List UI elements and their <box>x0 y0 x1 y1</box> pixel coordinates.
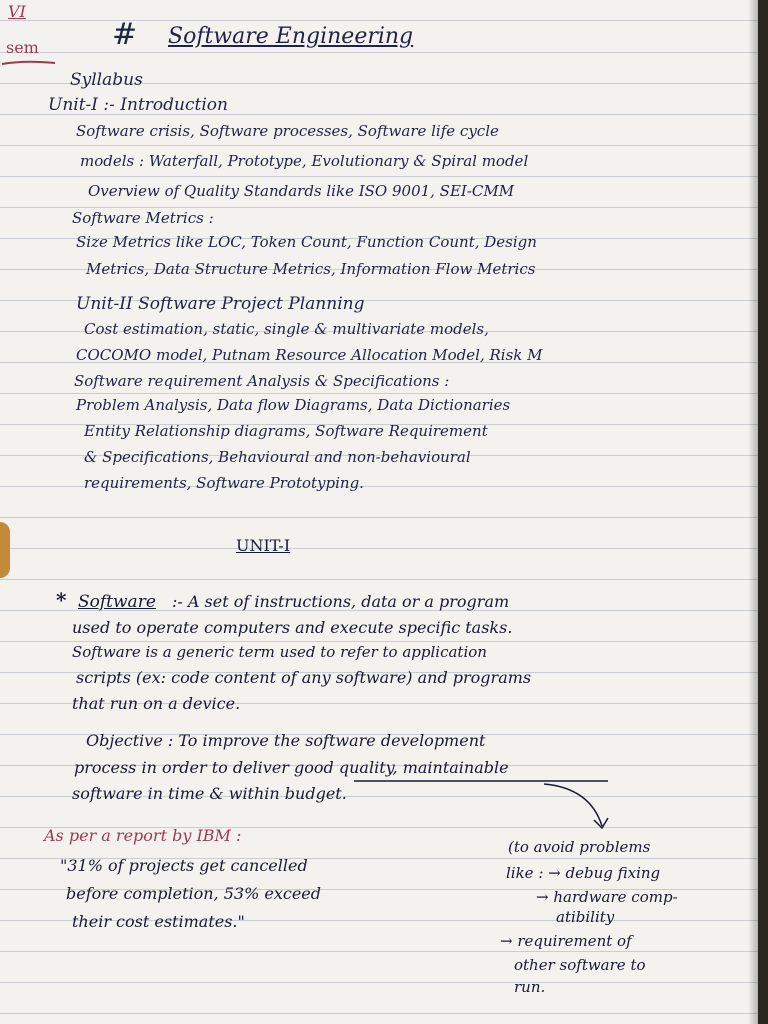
side-note-line: other software to <box>514 956 646 974</box>
unit1-title: Unit-I :- Introduction <box>48 95 228 115</box>
objective-line: Objective : To improve the software development <box>86 731 486 750</box>
unit1-topic-line: Size Metrics like LOC, Token Count, Function Count, Design <box>76 233 537 251</box>
software-definition-line: that run on a device. <box>72 694 241 713</box>
side-note-line: run. <box>514 978 546 996</box>
side-note-line: (to avoid problems <box>508 838 651 856</box>
software-definition-line: scripts (ex: code content of any software) and programs <box>76 668 532 687</box>
unit2-topic-line: Entity Relationship diagrams, Software Requirement <box>84 422 488 440</box>
unit1-notes-heading: UNIT-I <box>236 536 291 555</box>
objective-line: process in order to deliver good quality, maintainable <box>74 758 509 777</box>
unit1-topic-line: Overview of Quality Standards like ISO 9001, SEI-CMM <box>88 182 515 200</box>
unit1-topic-line: Software crisis, Software processes, Software life cycle <box>76 122 499 140</box>
unit2-topic-line: Cost estimation, static, single & multivariate models, <box>84 320 489 338</box>
ibm-quote-line: their cost estimates." <box>72 912 245 931</box>
unit1-topic-line: Software Metrics : <box>72 209 214 227</box>
semester-underline <box>0 58 60 70</box>
unit2-topic-line: COCOMO model, Putnam Resource Allocation Model, Risk M <box>76 346 543 364</box>
semester-number: VI <box>8 2 26 21</box>
ibm-report-intro: As per a report by IBM : <box>44 826 242 845</box>
unit2-topic-line: requirements, Software Prototyping. <box>84 474 364 492</box>
bullet-star-icon: * <box>56 588 67 612</box>
software-definition-line: used to operate computers and execute specific tasks. <box>72 618 513 637</box>
unit1-topic-line: models : Waterfall, Prototype, Evolutionary & Spiral model <box>80 152 529 170</box>
objective-line: software in time & within budget. <box>72 784 347 803</box>
page-title: Software Engineering <box>168 24 414 49</box>
thumb-edge <box>0 522 10 578</box>
side-note-line: → hardware comp- <box>536 888 678 906</box>
header-hash: # <box>112 17 138 52</box>
unit2-topic-line: & Specifications, Behavioural and non-behavioural <box>84 448 471 466</box>
curved-arrow-icon <box>540 778 620 838</box>
syllabus-heading: Syllabus <box>70 70 143 90</box>
side-note-line: → requirement of <box>500 932 632 950</box>
software-definition-line: Software is a generic term used to refer to application <box>72 643 487 661</box>
unit2-title: Unit-II Software Project Planning <box>76 294 365 314</box>
unit2-topic-line: Problem Analysis, Data flow Diagrams, Data Dictionaries <box>76 396 511 414</box>
unit1-topic-line: Metrics, Data Structure Metrics, Information Flow Metrics <box>86 260 536 278</box>
ibm-quote-line: before completion, 53% exceed <box>66 884 321 903</box>
ibm-quote-line: "31% of projects get cancelled <box>60 856 308 875</box>
software-term: Software <box>78 592 156 612</box>
side-note-line: atibility <box>556 908 615 926</box>
software-definition-line: :- A set of instructions, data or a program <box>172 592 510 611</box>
side-note-line: like : → debug fixing <box>506 864 661 882</box>
unit2-topic-line: Software requirement Analysis & Specifications : <box>74 372 450 390</box>
semester-label: sem <box>6 38 39 57</box>
